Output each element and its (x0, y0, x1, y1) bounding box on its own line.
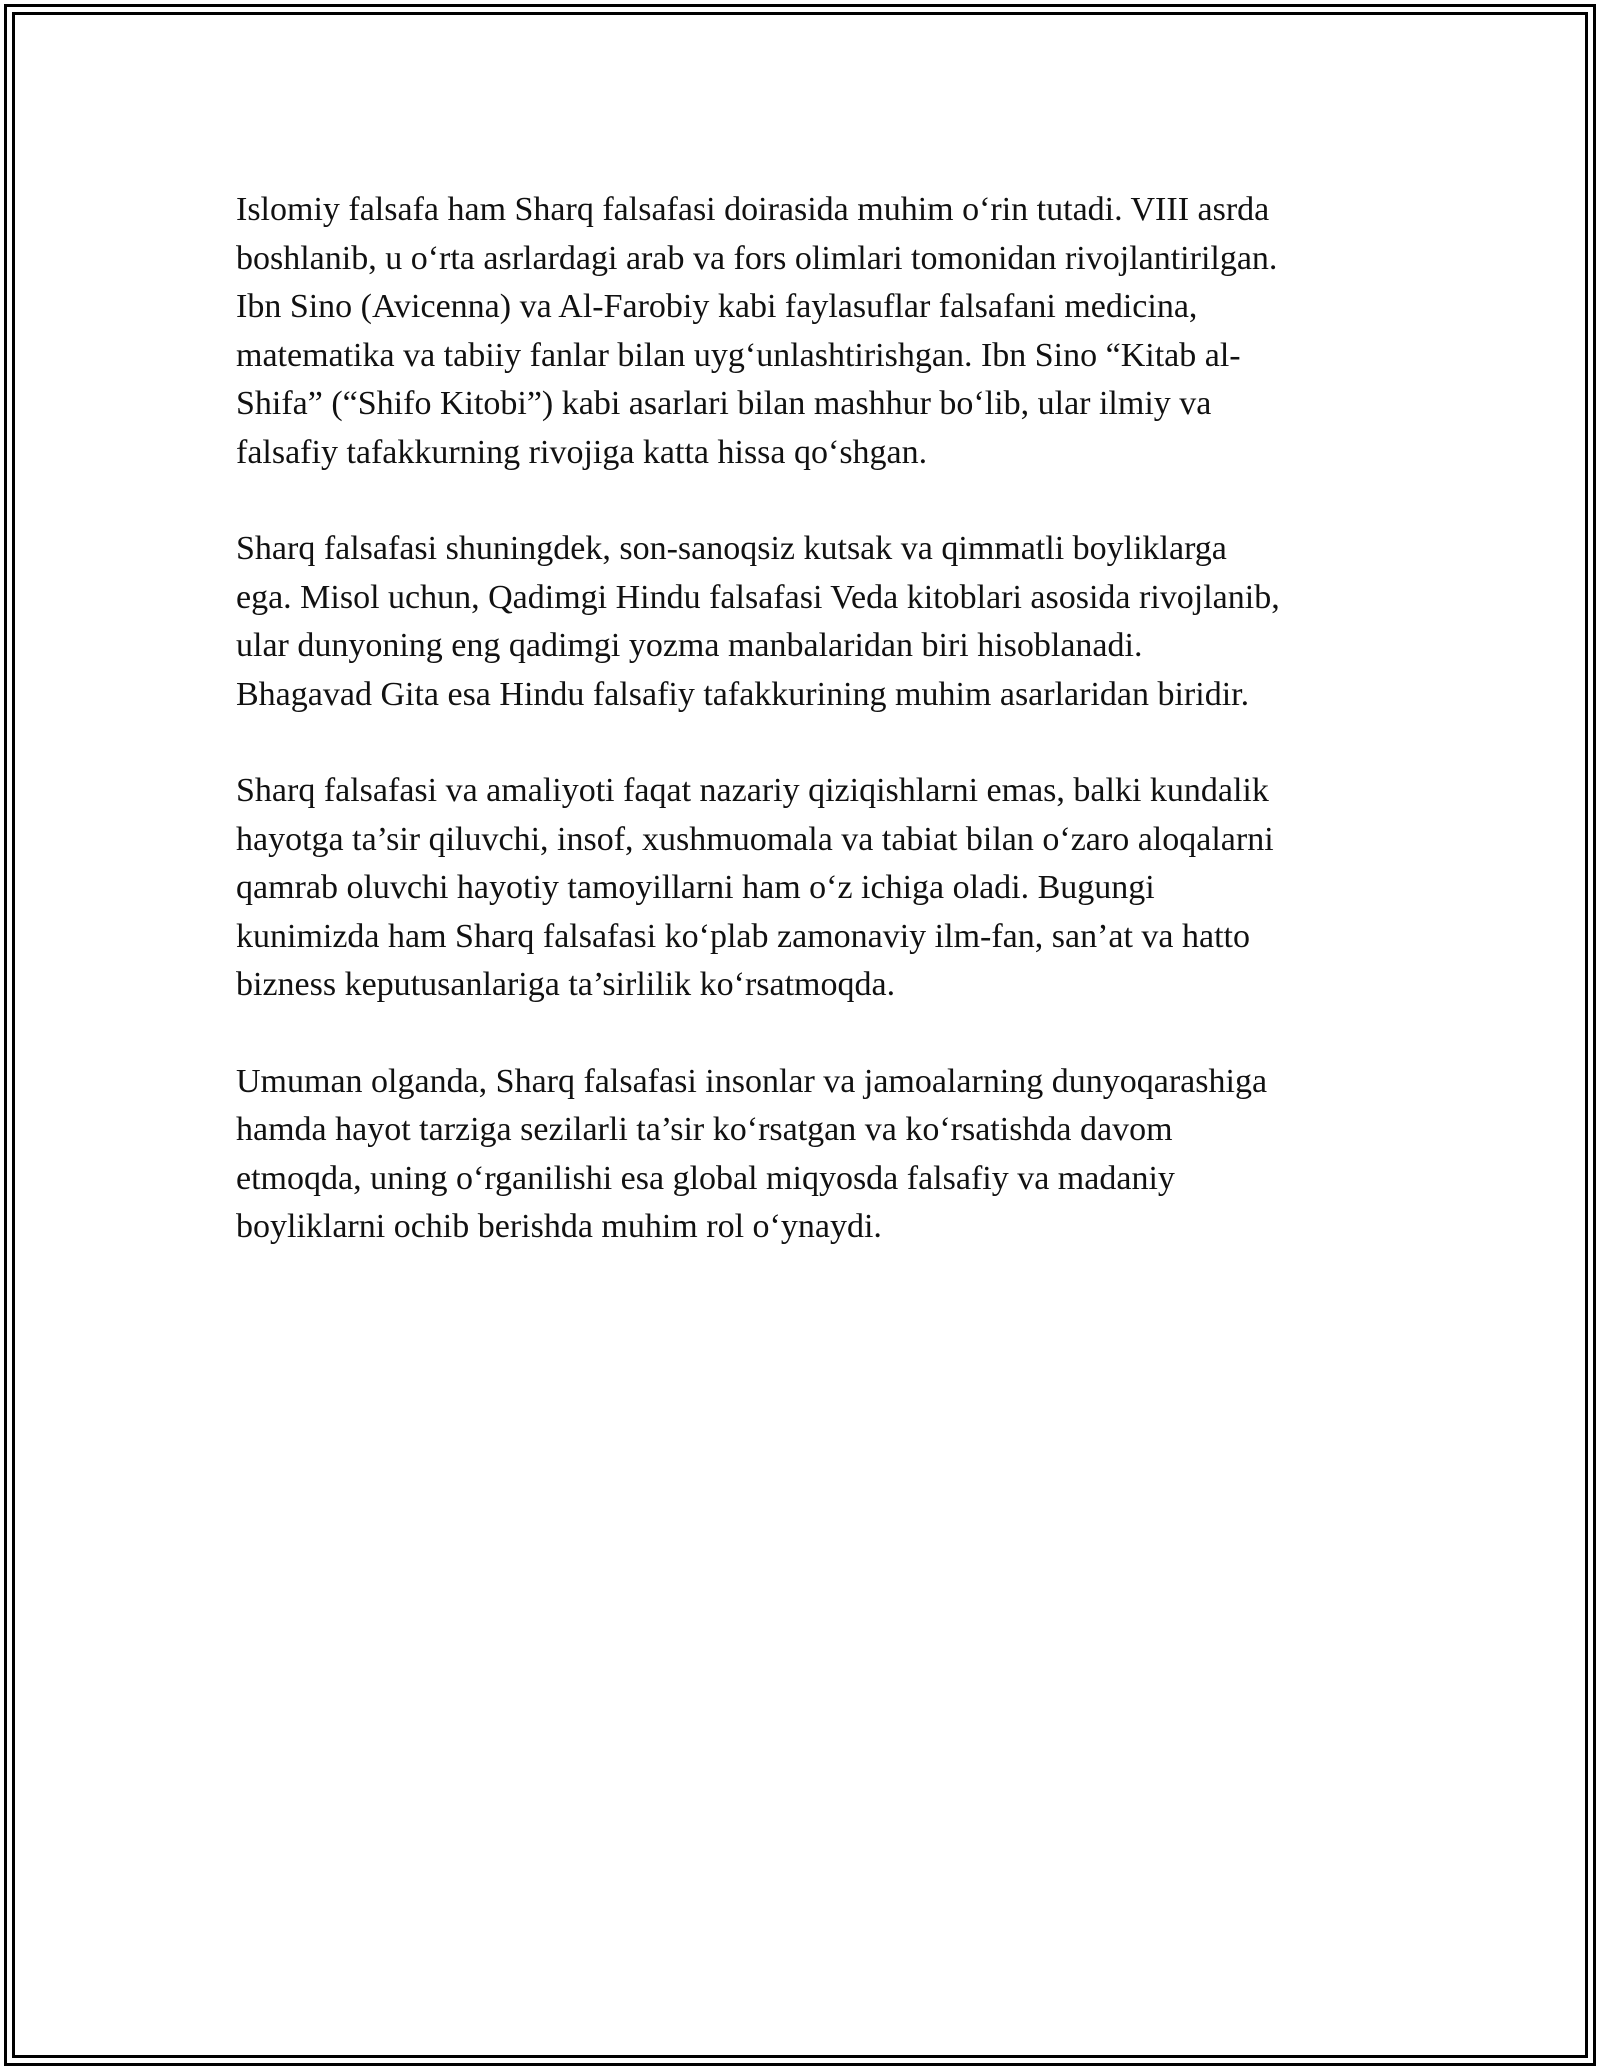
text-line: ular dunyoning eng qadimgi yozma manbalaridan biri hisoblanadi. (236, 627, 1143, 664)
document-body (236, 186, 1376, 1300)
text-line: Shifa” (“Shifo Kitobi”) kabi asarlari bilan mashhur bo‘lib, ular ilmiy va (236, 385, 1212, 422)
text-line: Umuman olganda, Sharq falsafasi insonlar va jamoalarning dunyoqarashiga (236, 1062, 1268, 1100)
text-line: hayotga ta’sir qiluvchi, insof, xushmuomala va tabiat bilan o‘zaro aloqalarni (236, 820, 1274, 858)
text-line: matematika va tabiiy fanlar bilan uyg‘unlashtirishgan. Ibn Sino “Kitab al- (236, 336, 1241, 374)
text-line: bizness keputusanlariga ta’sirlilik ko‘rsatmoqda. (236, 966, 896, 1003)
paragraph-conclusion (236, 1058, 1376, 1252)
paragraph-islamic-philosophy (236, 186, 1376, 477)
text-line: Sharq falsafasi shuningdek, son-sanoqsiz kutsak va qimmatli boyliklarga (236, 530, 1227, 567)
text-line: ega. Misol uchun, Qadimgi Hindu falsafasi Veda kitoblari asosida rivojlanib, (236, 578, 1280, 616)
text-line: Sharq falsafasi va amaliyoti faqat nazariy qiziqishlarni emas, balki kundalik (236, 772, 1269, 809)
paragraph-eastern-heritage (236, 525, 1376, 719)
text-line: falsafiy tafakkurning rivojiga katta hissa qo‘shgan. (236, 433, 928, 471)
text-line: Islomiy falsafa ham Sharq falsafasi doirasida muhim o‘rin tutadi. VIII asrda (236, 191, 1270, 228)
text-line: boshlanib, u o‘rta asrlardagi arab va fors olimlari tomonidan rivojlantirilgan. (236, 239, 1278, 277)
text-line: kunimizda ham Sharq falsafasi ko‘plab zamonaviy ilm-fan, san’at va hatto (236, 917, 1251, 955)
text-line: etmoqda, uning o‘rganilishi esa global miqyosda falsafiy va madaniy (236, 1159, 1175, 1197)
paragraph-practice (236, 767, 1376, 1010)
text-line: hamda hayot tarziga sezilarli ta’sir ko‘rsatgan va ko‘rsatishda davom (236, 1111, 1173, 1148)
text-line: qamrab oluvchi hayotiy tamoyillarni ham o‘z ichiga oladi. Bugungi (236, 869, 1155, 906)
text-line: Bhagavad Gita esa Hindu falsafiy tafakkurining muhim asarlaridan biridir. (236, 675, 1250, 713)
text-line: Ibn Sino (Avicenna) va Al-Farobiy kabi faylasuflar falsafani medicina, (236, 288, 1198, 325)
text-line: boyliklarni ochib berishda muhim rol o‘ynaydi. (236, 1208, 882, 1245)
